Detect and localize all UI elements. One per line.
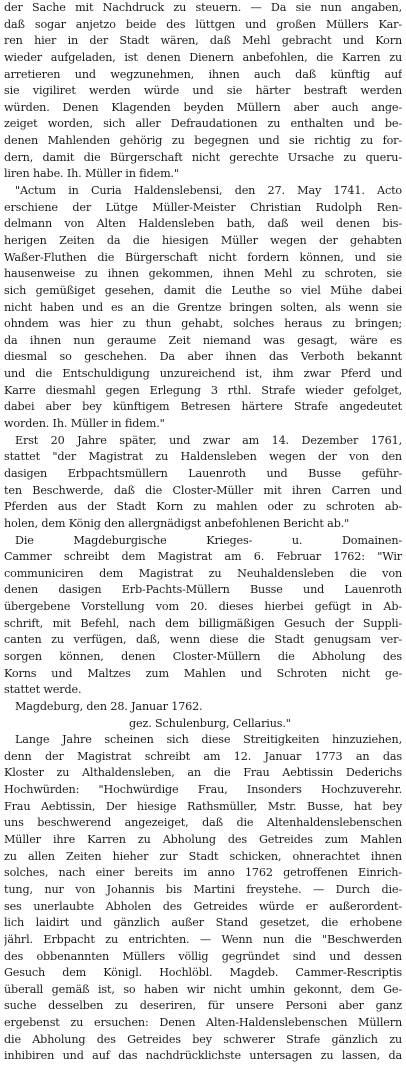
text-line: Pferden aus der Stadt Korn zu mahlen oder zu schroten ab-: [4, 500, 402, 514]
text-block: [4, 0, 402, 1065]
text-line: Erst 20 Jahre später, und zwar am 14. Dezember 1761,: [15, 433, 402, 447]
text-line: Müller ihre Karren zu Abholung des Getreides zum Mahlen: [4, 833, 402, 847]
text-line: zeiget worden, sich aller Defraudationen zu enthalten und be-: [4, 117, 402, 131]
text-line: gez. Schulenburg, Cellarius.": [129, 716, 291, 730]
text-line: ren hier in der Stadt wären, daß Mehl gebracht und Korn: [4, 34, 402, 48]
text-line: ohndem was hier zu thun gehabt, solches heraus zu bringen;: [4, 317, 402, 331]
text-line: denen dasigen Erb-Pachts-Müllern Busse und Lauenroth: [4, 583, 402, 597]
text-line: arretieren und wegzunehmen, ihnen auch daß künftig auf: [4, 67, 402, 81]
text-line: da ihnen nun geraume Zeit niemand was gesagt, wäre es: [4, 333, 402, 347]
text-line: überall gemäß ist, so haben wir nicht umhin gekonnt, dem Ge-: [4, 982, 402, 996]
text-line: daß sogar anjetzo beide des lüttgen und großen Müllers Kar-: [4, 17, 402, 31]
text-line: worden. Ih. Müller in fidem.": [4, 417, 165, 431]
text-line: dasigen Erbpachtsmüllern Lauenroth und Busse geführ-: [4, 466, 402, 480]
text-line: zu allen Zeiten hieher zur Stadt schicken, ohnerachtet ihnen: [4, 849, 402, 863]
text-line: "Actum in Curia Haldenslebensi, den 27. May 1741. Acto: [15, 184, 402, 198]
text-line: der Sache mit Nachdruck zu steuern. — Da sie nun angaben,: [4, 1, 402, 14]
text-line: Kloster zu Althaldensleben, an die Frau Aebtissin Dederichs: [4, 766, 402, 780]
text-line: wieder aufgeladen, ist denen Dienern anbefohlen, die Karren zu: [4, 50, 402, 64]
text-line: ten Beschwerde, daß die Closter-Müller mit ihren Carren und: [4, 483, 402, 497]
text-line: die Abholung des Getreides bey schwerer Strafe gänzlich zu: [4, 1032, 402, 1046]
text-line: diesmal so geschehen. Da aber ihnen das Verboth bekannt: [4, 350, 402, 364]
text-line: Hochwürden: "Hochwürdige Frau, Insonders Hochzuverehr.: [4, 783, 402, 797]
text-line: Karre diesmahl gegen Erlegung 3 rthl. Strafe wieder gefolget,: [4, 383, 402, 397]
text-line: inhibiren und auf das nachdrücklichste untersagen zu lassen, da: [4, 1049, 402, 1063]
text-line: tung, nur von Johannis bis Martini freystehe. — Durch die-: [4, 882, 402, 896]
text-line: sorgen können, denen Closter-Müllern die Abholung des: [4, 649, 402, 663]
text-line: lich laidirt und gänzlich außer Stand gesetzet, die erhobene: [4, 916, 402, 930]
text-line: Lange Jahre scheinen sich diese Streitigkeiten hinzuziehen,: [15, 733, 402, 747]
text-line: ergebenst zu ersuchen: Denen Alten-Haldenslebenschen Müllern: [4, 1016, 402, 1030]
text-line: uns beschwerend angezeiget, daß die Altenhaldenslebenschen: [4, 816, 402, 830]
text-line: erschiene der Lütge Müller-Meister Christian Rudolph Ren-: [4, 200, 402, 214]
text-line: herigen Zeiten da die hiesigen Müller wegen der gehabten: [4, 233, 402, 247]
text-line: würden. Denen Klagenden beyden Müllern aber auch ange-: [4, 100, 402, 114]
text-line: Korns und Maltzes zum Mahlen und Schroten nicht ge-: [4, 666, 402, 680]
text-line: des obbenannten Müllers völlig gegründet sind und dessen: [4, 949, 402, 963]
text-line: denn der Magistrat schreibt am 12. Januar 1773 an das: [4, 749, 402, 763]
text-line: liren habe. Ih. Müller in fidem.": [4, 167, 179, 181]
text-line: Waßer-Fluthen die Bürgerschaft nicht fordern können, und sie: [4, 250, 402, 264]
text-line: holen, dem König den allergnädigst anbefohlenen Bericht ab.": [4, 516, 350, 530]
text-line: suche desselben zu deseriren, für unsere Personi aber ganz: [4, 999, 402, 1013]
text-line: übergebene Vorstellung vom 20. dieses hierbei gefügt in Ab-: [4, 600, 402, 614]
text-line: sich gemüßiget gesehen, damit die Leuthe so viel Mühe dabei: [4, 283, 402, 297]
text-line: ses unerlaubte Abholen des Getreides würde er außerordent-: [4, 899, 402, 913]
text-line: Cammer schreibt dem Magistrat am 6. Februar 1762: "Wir: [4, 550, 402, 564]
text-line: Frau Aebtissin, Der hiesige Rathsmüller, Mstr. Busse, hat bey: [4, 799, 402, 813]
text-line: stattet "der Magistrat zu Haldensleben wegen der von den: [4, 450, 402, 464]
document-page: [4, 0, 402, 1063]
text-line: jährl. Erbpacht zu entrichten. — Wenn nun die "Beschwerden: [4, 932, 402, 946]
text-line: dabei aber bey künftigem Betresen härtere Strafe angedeutet: [4, 400, 402, 414]
text-line: Die Magdeburgische Krieges- u. Domainen-: [15, 533, 402, 547]
text-line: nicht haben und es an die Grentze bringen solten, als wenn sie: [4, 300, 402, 314]
text-line: Gesuch dem Königl. Hochlöbl. Magdeb. Cammer-Rescriptis: [4, 966, 402, 980]
text-line: hausenweise zu ihnen gekommen, ihnen Mehl zu schroten, sie: [4, 267, 402, 281]
text-line: und die Entschuldigung unzureichend ist, ihm zwar Pferd und: [4, 367, 402, 381]
text-line: sie vigiliret werden würde und sie härter bestraft werden: [4, 84, 402, 98]
text-line: stattet werde.: [4, 683, 82, 697]
text-line: schrift, mit Befehl, nach dem billigmäßigen Gesuch der Suppli-: [4, 616, 402, 630]
text-line: communiciren dem Magistrat zu Neuhaldensleben die von: [4, 566, 402, 580]
text-line: Magdeburg, den 28. Januar 1762.: [15, 699, 203, 713]
text-line: canten zu verfügen, daß, wenn diese die Stadt genugsam ver-: [4, 633, 402, 647]
text-line: solches, nach einer bereits im anno 1762 getroffenen Einrich-: [4, 866, 402, 880]
text-line: denen Mahlenden gehörig zu begegnen und sie richtig zu for-: [4, 134, 402, 148]
text-line: dern, damit die Bürgerschaft nicht gerechte Ursache zu queru-: [4, 150, 402, 164]
text-line: delmann von Alten Haldensleben bath, daß weil denen bis-: [4, 217, 402, 231]
